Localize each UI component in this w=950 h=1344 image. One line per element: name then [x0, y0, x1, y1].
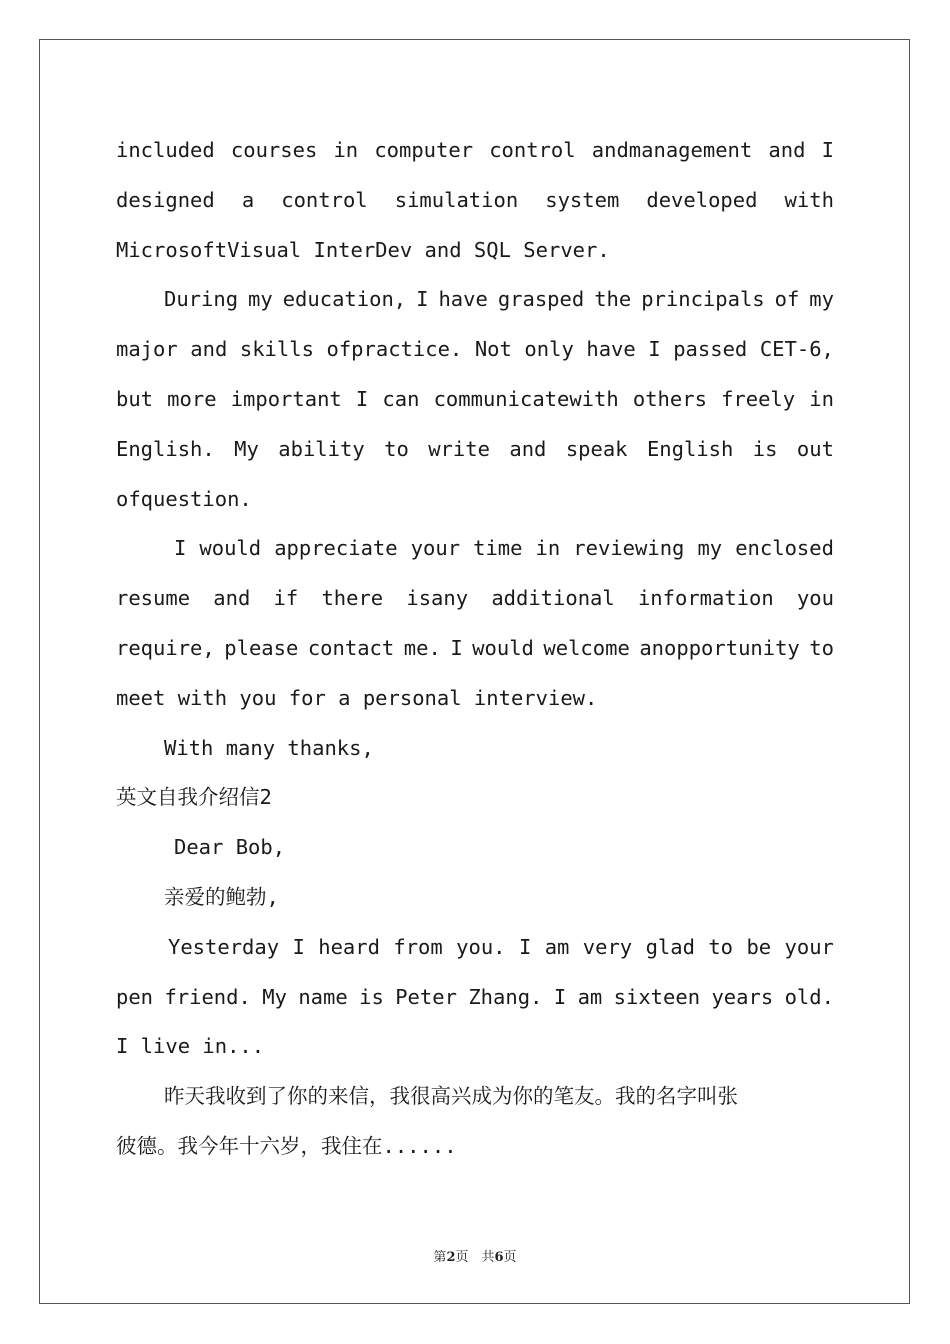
word: friend.	[164, 984, 251, 1009]
word: my	[248, 287, 273, 312]
word: am	[544, 934, 570, 959]
word: communicatewith	[433, 386, 619, 411]
word: system	[545, 187, 620, 212]
word: Zhang.	[468, 984, 543, 1009]
word: Peter	[395, 984, 457, 1009]
word: simulation	[394, 187, 519, 212]
word: freely	[721, 386, 796, 411]
word: CET-6,	[759, 337, 834, 362]
p3-line2	[116, 574, 834, 624]
word: would	[472, 635, 534, 660]
word: I	[416, 287, 429, 312]
word: is	[752, 436, 778, 461]
p1-line1	[116, 126, 834, 176]
word: education,	[282, 287, 407, 312]
word: can	[382, 386, 420, 411]
word: in	[535, 536, 561, 561]
word: there	[321, 586, 384, 611]
word: am	[577, 984, 603, 1009]
word: you.	[456, 934, 506, 959]
word: in	[333, 138, 359, 162]
p2-line3	[116, 375, 834, 425]
word: ofpractice.	[326, 337, 463, 362]
word: heard	[318, 934, 380, 959]
word: only	[524, 337, 574, 362]
word: sixteen	[613, 984, 701, 1009]
word: be	[746, 934, 772, 959]
word: English.	[116, 436, 215, 461]
word: information	[637, 586, 774, 611]
footer-mid: 页 共	[455, 1250, 495, 1265]
section-heading: 英文自我介绍信2	[116, 785, 272, 810]
p4-line2	[116, 973, 834, 1023]
p5-line1: 昨天我收到了你的来信，我很高兴成为你的笔友。我的名字叫张	[164, 1084, 738, 1109]
word: ability	[278, 436, 365, 461]
word: developed	[646, 187, 758, 212]
word: skills	[239, 337, 314, 362]
word: to	[384, 436, 409, 461]
word: major	[116, 337, 178, 362]
footer-prefix: 第	[433, 1250, 447, 1265]
word: and	[213, 586, 251, 611]
word: anopportunity	[639, 635, 800, 660]
word: me.	[403, 635, 441, 660]
word: a	[241, 187, 255, 212]
p3-line4: meet with you for a personal interview.	[116, 685, 598, 710]
word: to	[809, 635, 834, 660]
word: control	[281, 187, 368, 212]
word: require,	[116, 635, 215, 660]
word: I	[553, 984, 567, 1009]
word: please	[224, 635, 299, 660]
word: computer	[374, 138, 474, 162]
word: My	[234, 436, 259, 461]
p2-line4	[116, 425, 834, 475]
p1-line3: MicrosoftVisual InterDev and SQL Server.	[116, 237, 610, 262]
document-body	[116, 126, 834, 1172]
word: pen	[116, 984, 154, 1009]
word: would	[199, 536, 262, 561]
word: old.	[784, 984, 834, 1009]
word: in	[809, 386, 834, 411]
word: control	[489, 138, 576, 162]
word: resume	[116, 586, 191, 611]
p4-line3: I live in...	[116, 1034, 265, 1059]
word: speak	[565, 436, 628, 461]
word: included	[116, 138, 215, 162]
word: contact	[307, 635, 395, 660]
footer-suffix: 页	[503, 1250, 517, 1265]
word: additional	[491, 586, 615, 611]
salutation-en: Dear Bob,	[174, 835, 286, 860]
word: appreciate	[274, 536, 398, 561]
word: isany	[406, 586, 469, 611]
word: enclosed	[735, 536, 834, 561]
word: and	[509, 436, 547, 461]
p2-line1	[116, 275, 834, 325]
word: and	[190, 337, 228, 362]
word: with	[784, 187, 834, 212]
word: have	[438, 287, 488, 312]
p3-line1	[116, 524, 834, 574]
word: During	[164, 287, 239, 312]
word: My	[262, 984, 287, 1009]
word: very	[582, 934, 633, 959]
word: I	[518, 934, 532, 959]
p3-line3	[116, 624, 834, 674]
word: the	[594, 287, 632, 312]
word: glad	[645, 934, 695, 959]
p5-line2: 彼德。我今年十六岁，我住在......	[116, 1133, 457, 1158]
word: passed	[673, 337, 748, 362]
word: you	[796, 586, 834, 611]
page-footer	[0, 1246, 950, 1265]
word: more	[167, 386, 217, 411]
salutation-cn: 亲爱的鲍勃,	[164, 884, 279, 909]
footer-total-pages: 6	[494, 1250, 504, 1265]
word: grasped	[497, 287, 585, 312]
word: time	[473, 536, 523, 561]
word: welcome	[543, 635, 630, 660]
word: Yesterday	[168, 934, 280, 959]
p2-line5: ofquestion.	[116, 486, 252, 511]
word: I	[355, 386, 369, 411]
word: I	[450, 635, 463, 660]
word: andmanagement	[591, 138, 753, 162]
word: your	[784, 934, 834, 959]
word: and	[768, 138, 806, 162]
p4-line1	[116, 923, 834, 973]
word: my	[809, 287, 834, 312]
word: years	[711, 984, 774, 1009]
closing-line: With many thanks,	[164, 735, 374, 760]
word: from	[393, 934, 443, 959]
word: have	[586, 337, 636, 362]
word: I	[648, 337, 661, 362]
word: English	[646, 436, 734, 461]
word: of	[774, 287, 800, 312]
word: if	[273, 586, 299, 611]
word: out	[796, 436, 834, 461]
word: write	[428, 436, 490, 461]
word: my	[697, 536, 723, 561]
word: courses	[230, 138, 318, 162]
word: designed	[116, 187, 215, 212]
word: is	[359, 984, 384, 1009]
word: your	[410, 536, 461, 561]
word: reviewing	[573, 536, 685, 561]
p2-line2	[116, 325, 834, 375]
word: important	[230, 386, 342, 411]
word: but	[116, 386, 154, 411]
footer-page-number: 2	[446, 1250, 456, 1265]
word: principals	[641, 287, 765, 312]
p1-line2	[116, 176, 834, 226]
word: I	[292, 934, 305, 959]
word: I	[821, 138, 834, 162]
word: Not	[474, 337, 512, 362]
word: others	[632, 386, 707, 411]
word: to	[708, 934, 734, 959]
word: I	[174, 536, 187, 561]
word: name	[298, 984, 348, 1009]
